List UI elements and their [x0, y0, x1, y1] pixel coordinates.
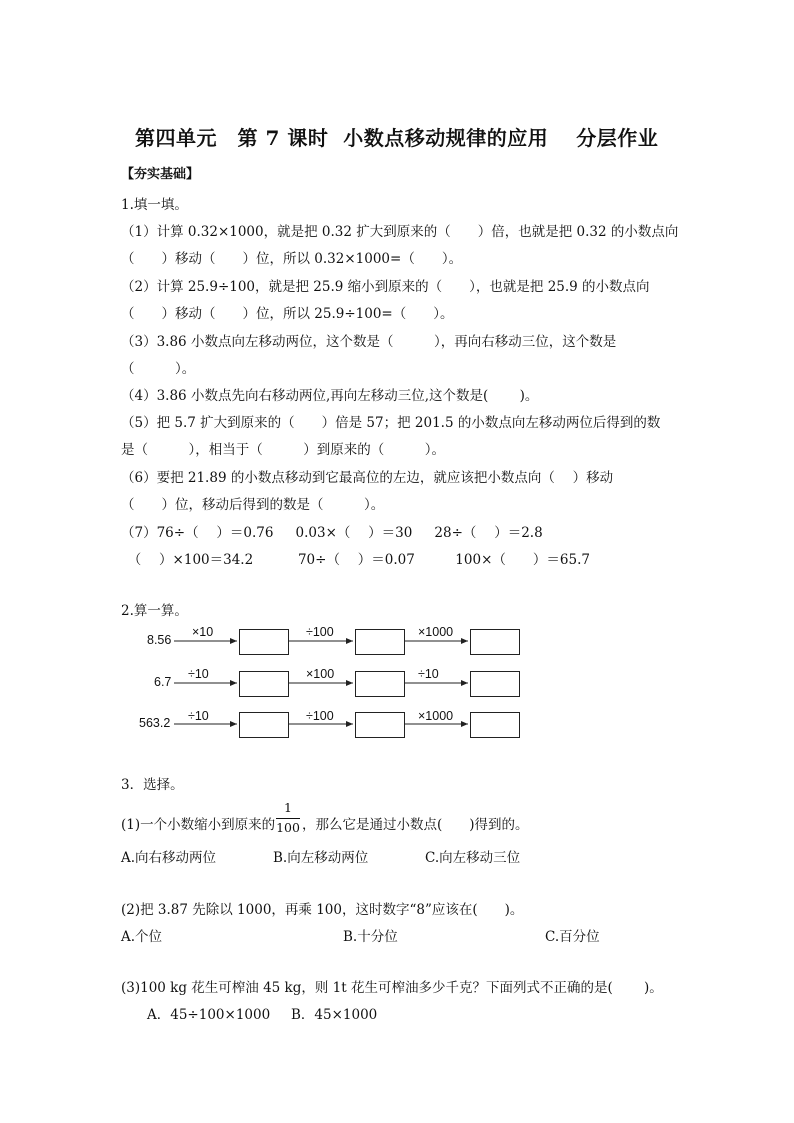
- option-b[interactable]: B.十分位: [343, 929, 398, 945]
- option-b[interactable]: B.向左移动两位: [273, 850, 369, 866]
- answer-box[interactable]: [239, 629, 289, 655]
- q1-line: （ ）移动（ ）位，所以 25.9÷100=（ ）。: [121, 306, 454, 322]
- q1-line: （ ）移动（ ）位，所以 0.32×1000=（ ）。: [121, 251, 463, 267]
- q1-line: （ ）位，移动后得到的数是（ ）。: [121, 497, 385, 513]
- section-heading: 【夯实基础】: [121, 167, 200, 182]
- flow-start-value: 6.7: [154, 675, 172, 689]
- answer-box[interactable]: [470, 629, 520, 655]
- q1-line: （1）计算 0.32×1000，就是把 0.32 扩大到原来的（ ）倍，也就是把 0.32 的小数点向: [121, 224, 679, 240]
- fraction-numerator: 1: [284, 800, 292, 815]
- answer-box[interactable]: [355, 629, 405, 655]
- q3-item1-stem-start: (1)一个小数缩小到原来的: [121, 817, 276, 833]
- q2-heading: 2.算一算。: [121, 603, 188, 619]
- q1-line: （3）3.86 小数点向左移动两位，这个数是（ ），再向右移动三位，这个数是: [121, 334, 617, 350]
- q1-heading: 1.填一填。: [121, 197, 188, 213]
- flow-operation: ×1000: [418, 709, 454, 723]
- fraction-bar: [276, 818, 300, 819]
- q1-line: （ ）。: [121, 361, 196, 377]
- flow-operation: ÷100: [306, 625, 334, 639]
- q3-item1-stem-end: ，那么它是通过小数点( )得到的。: [302, 817, 529, 833]
- answer-box[interactable]: [355, 712, 405, 738]
- q1-line: （5）把 5.7 扩大到原来的（ ）倍是 57；把 201.5 的小数点向左移动两位后得到的数: [121, 415, 661, 431]
- answer-box[interactable]: [470, 671, 520, 697]
- q1-line: （ ）×100＝34.2 70÷（ ）＝0.07 100×（ ）＝65.7: [121, 552, 590, 568]
- option-c[interactable]: C.向左移动三位: [425, 850, 521, 866]
- q3-item3-stem: (3)100 kg 花生可榨油 45 kg，则 1t 花生可榨油多少千克？下面列式不正确的是( )。: [121, 980, 663, 996]
- flow-operation: ÷100: [306, 709, 334, 723]
- flow-operation: ÷10: [188, 667, 209, 681]
- option-a[interactable]: A.个位: [121, 929, 163, 945]
- flow-operation: ×1000: [418, 625, 454, 639]
- fraction-denominator: 100: [276, 820, 300, 835]
- q3-heading: 3．选择。: [121, 777, 184, 793]
- q1-line: （7）76÷（ ）＝0.76 0.03×（ ）＝30 28÷（ ）＝2.8: [121, 525, 543, 541]
- flow-start-value: 8.56: [147, 633, 172, 647]
- answer-box[interactable]: [239, 671, 289, 697]
- q1-line: （6）要把 21.89 的小数点移动到它最高位的左边，就应该把小数点向（ ）移动: [121, 470, 614, 486]
- answer-box[interactable]: [355, 671, 405, 697]
- option-a[interactable]: A．45÷100×1000: [147, 1007, 271, 1023]
- q1-line: 是（ ），相当于（ ）到原来的（ ）。: [121, 442, 445, 458]
- flow-operation: ÷10: [188, 709, 209, 723]
- answer-box[interactable]: [239, 712, 289, 738]
- option-a[interactable]: A.向右移动两位: [121, 850, 217, 866]
- q1-line: （2）计算 25.9÷100，就是把 25.9 缩小到原来的（ ），也就是把 25.9 的小数点向: [121, 279, 650, 295]
- option-b[interactable]: B．45×1000: [291, 1007, 378, 1023]
- flow-start-value: 563.2: [139, 716, 171, 730]
- option-c[interactable]: C.百分位: [545, 929, 600, 945]
- page-title: 第四单元 第 7 课时 小数点移动规律的应用 分层作业: [135, 126, 659, 150]
- q1-line: （4）3.86 小数点先向右移动两位,再向左移动三位,这个数是( )。: [121, 388, 539, 404]
- answer-box[interactable]: [470, 712, 520, 738]
- flow-operation: ×10: [192, 625, 214, 639]
- flow-operation: ÷10: [418, 667, 439, 681]
- flow-operation: ×100: [306, 667, 335, 681]
- q3-item2-stem: (2)把 3.87 先除以 1000，再乘 100，这时数字“8”应该在( )。: [121, 902, 524, 918]
